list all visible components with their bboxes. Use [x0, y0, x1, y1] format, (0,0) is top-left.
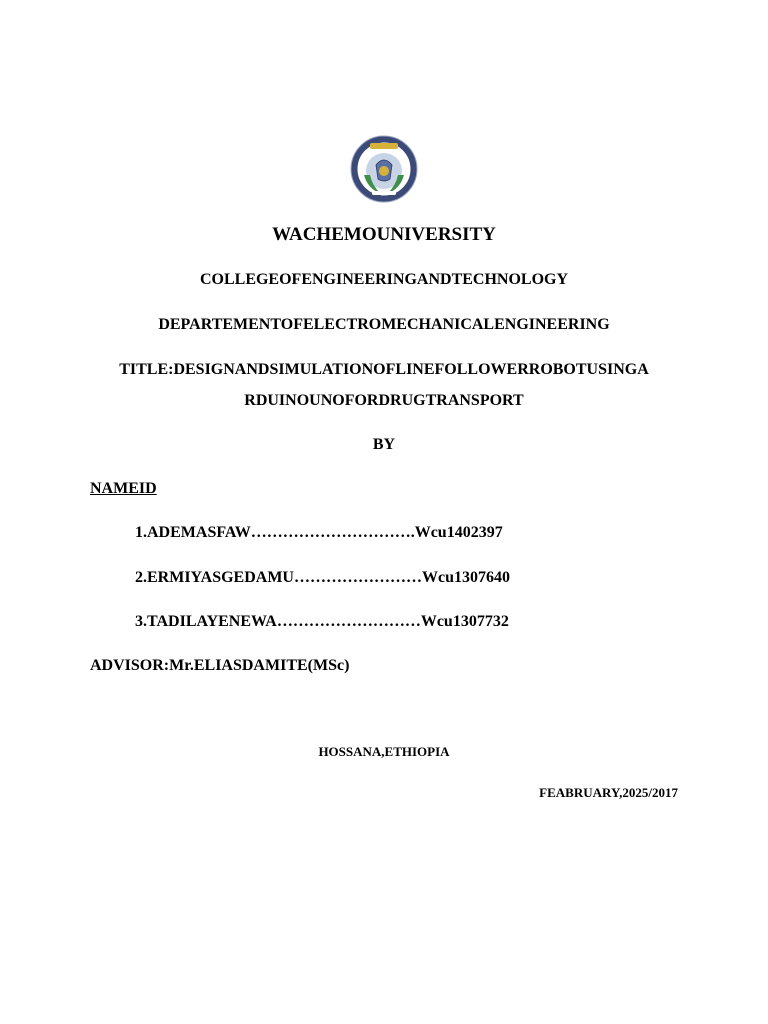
wachemo-university-seal-icon [350, 135, 418, 203]
project-title-line-1: TITLE:DESIGNANDSIMULATIONOFLINEFOLLOWERROBOTUSINGA [119, 361, 649, 378]
by-label: BY [372, 436, 396, 453]
submission-date: FEABRUARY,2025/2017 [539, 785, 678, 800]
location: HOSSANA,ETHIOPIA [318, 744, 450, 759]
team-member-1: 1.ADEMASFAW………………………….Wcu1402397 [135, 524, 503, 541]
seal-top-banner [370, 143, 398, 149]
seal-emblem-center [379, 166, 389, 176]
university-name: WACHEMOUNIVERSITY [272, 224, 496, 245]
team-member-2: 2.ERMIYASGEDAMU……………………Wcu1307640 [135, 569, 510, 586]
project-title-line-2: RDUINOUNOFORDRUGTRANSPORT [244, 392, 524, 409]
department-name: DEPARTEMENTOFELECTROMECHANICALENGINEERING [158, 316, 610, 333]
team-member-3: 3.TADILAYENEWA………………………Wcu1307732 [135, 613, 509, 630]
college-name: COLLEGEOFENGINEERINGANDTECHNOLOGY [199, 271, 569, 288]
name-id-heading: NAMEID [90, 480, 157, 497]
advisor: ADVISOR:Mr.ELIASDAMITE(MSc) [90, 657, 350, 674]
seal-bottom-banner [372, 191, 396, 195]
